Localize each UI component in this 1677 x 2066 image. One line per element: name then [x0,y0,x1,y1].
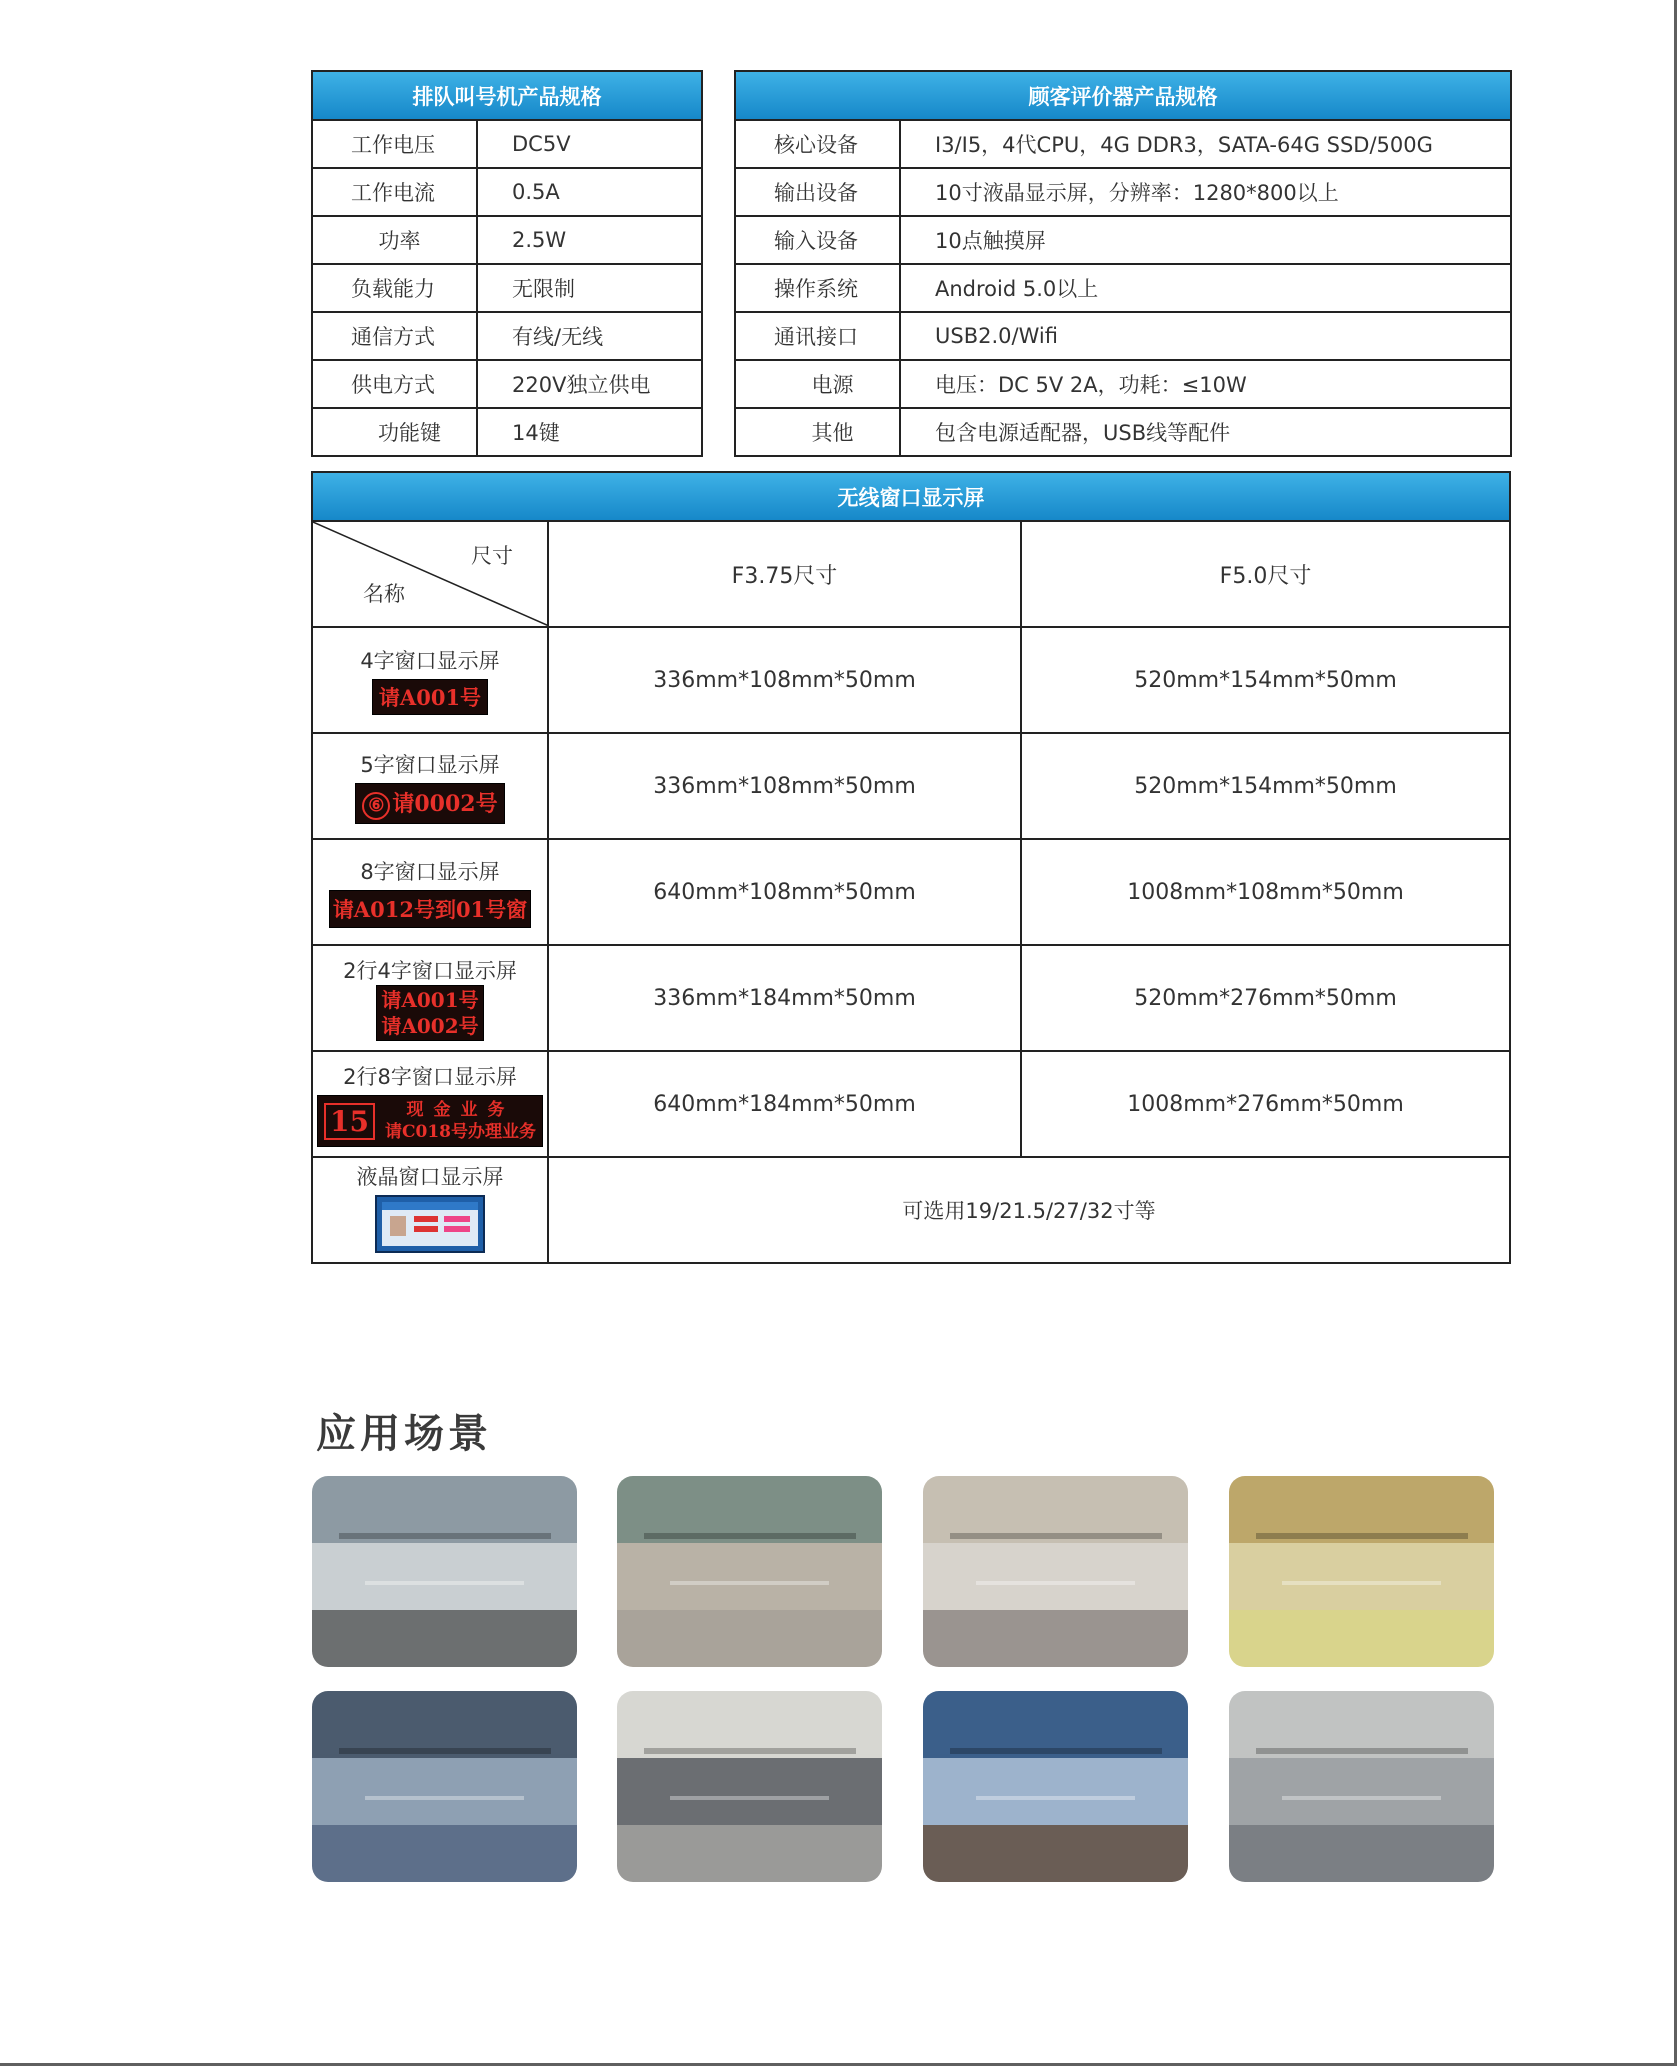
table-row [312,733,1510,839]
spec-key: 其他 [735,408,900,456]
table-row [312,312,702,360]
spec-key: 电源 [735,360,900,408]
product-name: 4字窗口显示屏 [360,649,500,673]
product-name: 2行4字窗口显示屏 [343,959,517,983]
wireless-display-table [311,471,1511,1264]
led-line-2: 请C018号办理业务 [384,1122,536,1142]
scene-photo-3 [923,1476,1188,1667]
evaluator-spec-title: 顾客评价器产品规格 [735,71,1511,120]
scene-photo-5 [312,1691,577,1882]
size-f375: 336mm*108mm*50mm [548,627,1021,733]
spec-value: 10寸液晶显示屏，分辨率：1280*800以上 [900,168,1511,216]
section-title-scenes: 应用场景 [316,1411,492,1457]
led-line-1: 现金业务 [406,1100,515,1120]
led-sample [355,783,504,824]
spec-key: 功能键 [312,408,477,456]
led-line-2: 请A002号 [381,1014,479,1038]
size-f50: 520mm*154mm*50mm [1021,627,1510,733]
spec-value: 14键 [477,408,702,456]
diagonal-line [313,522,549,626]
table-row [312,408,702,456]
spec-key: 核心设备 [735,120,900,168]
table-row [735,168,1511,216]
led-window-number: 15 [324,1103,375,1140]
product-name-cell [312,1157,548,1263]
size-f50: 1008mm*276mm*50mm [1021,1051,1510,1157]
table-row [312,120,702,168]
led-sample [317,1095,543,1147]
table-row [312,264,702,312]
table-row [312,945,1510,1051]
product-name-cell [312,1051,548,1157]
corner-label-name: 名称 [363,582,405,606]
display-table-title: 无线窗口显示屏 [312,472,1510,521]
spec-value: DC5V [477,120,702,168]
spec-key: 通讯接口 [735,312,900,360]
spec-key: 功率 [312,216,477,264]
size-f375: 640mm*184mm*50mm [548,1051,1021,1157]
column-header-f375: F3.75尺寸 [548,521,1021,627]
led-sample: 请A001号 [372,679,488,715]
spec-value: USB2.0/Wifi [900,312,1511,360]
evaluator-spec-table [734,70,1512,457]
size-f375: 336mm*108mm*50mm [548,733,1021,839]
product-name: 2行8字窗口显示屏 [343,1065,517,1089]
table-row [312,360,702,408]
scene-photo-8 [1229,1691,1494,1882]
spec-key: 工作电流 [312,168,477,216]
spec-value: 电压：DC 5V 2A，功耗：≤10W [900,360,1511,408]
table-row [312,1157,1510,1263]
spec-key: 供电方式 [312,360,477,408]
table-row [312,627,1510,733]
spec-value: 220V独立供电 [477,360,702,408]
spec-value: 0.5A [477,168,702,216]
size-f50: 520mm*154mm*50mm [1021,733,1510,839]
queue-spec-title: 排队叫号机产品规格 [312,71,702,120]
size-f375: 640mm*108mm*50mm [548,839,1021,945]
product-name: 5字窗口显示屏 [360,752,500,777]
product-name-cell [312,627,548,733]
product-name: 液晶窗口显示屏 [356,1165,504,1189]
scene-photo-2 [617,1476,882,1667]
table-row [735,408,1511,456]
scene-photo-4 [1229,1476,1494,1667]
spec-value: 有线/无线 [477,312,702,360]
product-name: 8字窗口显示屏 [360,860,500,884]
corner-header-cell [312,521,548,627]
spec-key: 负载能力 [312,264,477,312]
size-f50: 1008mm*108mm*50mm [1021,839,1510,945]
led-line-1: 请A001号 [381,988,479,1012]
spec-key: 通信方式 [312,312,477,360]
queue-machine-spec-table [311,70,703,457]
corner-label-size: 尺寸 [471,544,513,568]
table-row [735,312,1511,360]
table-row [312,216,702,264]
size-f375: 336mm*184mm*50mm [548,945,1021,1051]
product-name-cell [312,839,548,945]
column-header-f50: F5.0尺寸 [1021,521,1510,627]
spec-key: 输出设备 [735,168,900,216]
scene-photo-1 [312,1476,577,1667]
table-row [735,264,1511,312]
table-row [312,839,1510,945]
table-row [735,216,1511,264]
spec-value: 包含电源适配器，USB线等配件 [900,408,1511,456]
spec-key: 操作系统 [735,264,900,312]
lcd-size-options: 可选用19/21.5/27/32寸等 [548,1157,1510,1263]
table-row [735,360,1511,408]
table-row [312,1051,1510,1157]
spec-value: 10点触摸屏 [900,216,1511,264]
led-sample: 请A012号到01号窗 [329,890,531,928]
scene-photo-6 [617,1691,882,1882]
led-text: 请0002号 [392,790,498,817]
spec-value: Android 5.0以上 [900,264,1511,312]
table-row [735,120,1511,168]
spec-value: 2.5W [477,216,702,264]
led-sample [376,985,483,1041]
spec-key: 输入设备 [735,216,900,264]
scene-photo-7 [923,1691,1188,1882]
spec-value: 无限制 [477,264,702,312]
table-row [312,168,702,216]
table-header-row [312,521,1510,627]
product-name-cell [312,945,548,1051]
size-f50: 520mm*276mm*50mm [1021,945,1510,1051]
product-name-cell [312,733,548,839]
spec-value: I3/I5，4代CPU，4G DDR3，SATA-64G SSD/500G [900,120,1511,168]
led-circle-number: ⑥ [362,792,390,820]
lcd-screen-icon [375,1195,485,1253]
spec-key: 工作电压 [312,120,477,168]
